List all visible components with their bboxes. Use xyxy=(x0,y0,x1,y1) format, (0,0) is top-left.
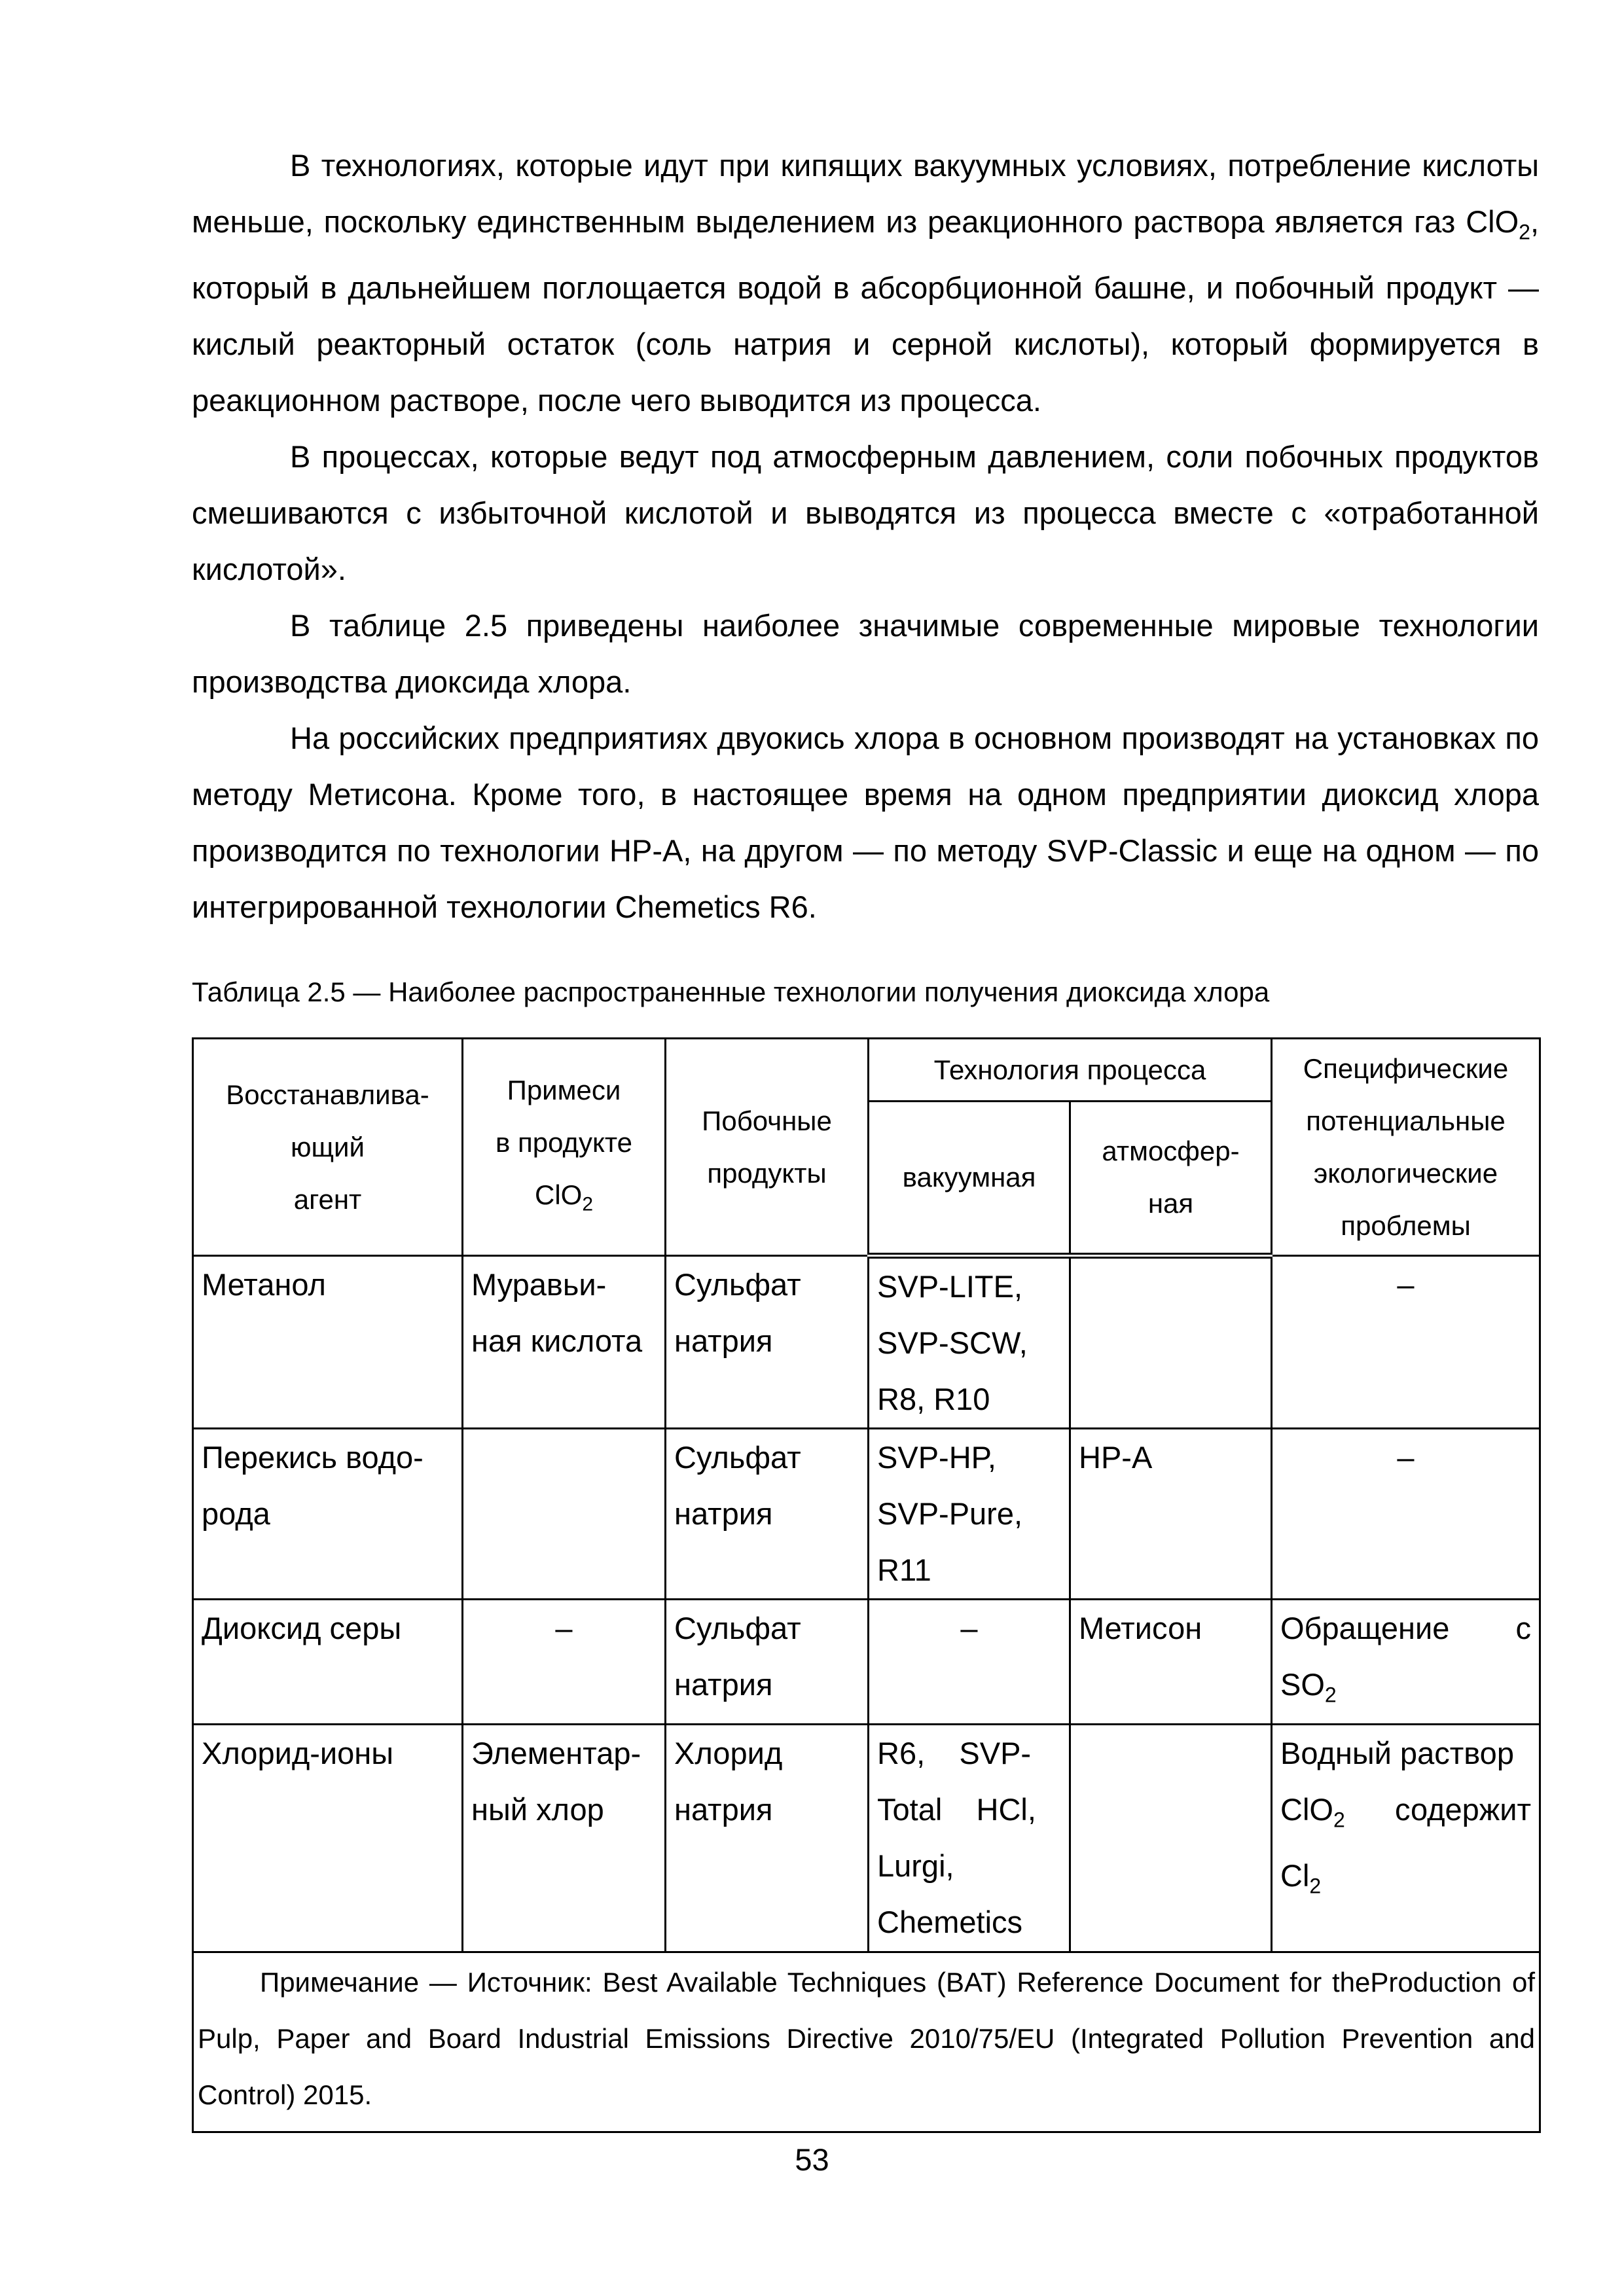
cell-atmospheric xyxy=(1070,1256,1272,1429)
header-impurities: Примеси в продукте ClO$_2$ xyxy=(463,1039,666,1256)
cell-vacuum xyxy=(869,1724,1070,1952)
paragraph-russian-enterprises: На российских предприятиях двуокись хлора в основном производят на установках по методу Метисона. Кроме того, в настоящее время на одном предприятии диоксид хлора производится по технологии НР-А, на другом — по методу SVP-Classic и еще на одном — по интегрированной технологии Chemetics R6. xyxy=(192,721,1539,925)
header-byproducts: Побочные продукты xyxy=(666,1039,869,1256)
table-caption: Таблица 2.5 — Наиболее распространенные технологии получения диоксида хлора xyxy=(192,977,1270,1008)
cell-eco xyxy=(1272,1600,1540,1724)
cell-byproducts: Сульфат натрия xyxy=(666,1256,869,1429)
cell-eco: – xyxy=(1272,1429,1540,1600)
cell-vacuum: SVP-HP, SVP-Pure, R11 xyxy=(869,1429,1070,1600)
cell-vacuum: – xyxy=(869,1600,1070,1724)
header-vacuum: вакуумная xyxy=(869,1102,1070,1256)
table-note: Примечание — Источник: Best Available Techniques (BAT) Reference Document for theProduction of Pulp, Paper and Board Industrial Emissions Directive 2010/75/EU (Integrated Pollution Prevention and Control) 2015. xyxy=(193,1952,1540,2132)
paragraph-atmospheric-processes: В процессах, которые ведут под атмосферным давлением, соли побочных продуктов смешиваются с избыточной кислотой и выводятся из процесса вместе с «отработанной кислотой». xyxy=(192,439,1539,587)
cell-impurities: Муравьи- ная кислота xyxy=(463,1256,666,1429)
eco-line: ClO$_2$ содержит xyxy=(1280,1791,1531,1832)
cell-impurities: Элементар- ный хлор xyxy=(463,1724,666,1952)
paragraph-vacuum-technologies: В технологиях, которые идут при кипящих вакуумных условиях, потребление кислоты меньше, поскольку единственным выделением из реакционного раствора является газ ClO$_2$, который в дальнейшем поглощается водой в абсорбционной башне, и побочный продукт — кислый реакторный остаток (соль натрия и серной кислоты), который формируется в реакционном растворе, после чего выводится из процесса. xyxy=(192,148,1539,418)
eco-line: $Cl_2$ xyxy=(1280,1858,1322,1898)
cell-vacuum: SVP-LITE, SVP-SCW, R8, R10 xyxy=(869,1256,1070,1429)
cell-agent: Диоксид серы xyxy=(193,1600,463,1724)
technologies-table xyxy=(192,1037,1541,2132)
cell-byproducts: Сульфат натрия xyxy=(666,1429,869,1600)
cell-atmospheric: Метисон xyxy=(1070,1600,1272,1724)
eco-line: Водный раствор xyxy=(1280,1735,1514,1770)
table-row xyxy=(193,1600,1540,1724)
header-reducing-agent: Восстанавлива- ющий агент xyxy=(193,1039,463,1256)
vacuum-line: Total HCl, xyxy=(877,1791,1036,1827)
header-process-technology: Технология процесса xyxy=(869,1039,1272,1102)
table-row xyxy=(193,1724,1540,1952)
header-eco-problems: Специфические потенциальные экологические проблемы xyxy=(1272,1039,1540,1256)
header-atmospheric: атмосфер- ная xyxy=(1070,1102,1272,1256)
cell-impurities: – xyxy=(463,1600,666,1724)
vacuum-line: R6, SVP- xyxy=(877,1735,1032,1770)
cell-byproducts: Хлорид натрия xyxy=(666,1724,869,1952)
vacuum-line: Chemetics xyxy=(877,1904,1023,1939)
page-number: 53 xyxy=(795,2142,829,2177)
cell-atmospheric: HP-A xyxy=(1070,1429,1272,1600)
cell-byproducts: Сульфат натрия xyxy=(666,1600,869,1724)
eco-line: $SO_2$ xyxy=(1280,1667,1337,1707)
page-content xyxy=(192,137,1539,2133)
cell-atmospheric xyxy=(1070,1724,1272,1952)
table-note-row xyxy=(193,1952,1540,2132)
paragraph-table-reference: В таблице 2.5 приведены наиболее значимые современные мировые технологии производства диоксида хлора. xyxy=(192,608,1539,700)
eco-line: Обращение с xyxy=(1280,1611,1531,1646)
table-row xyxy=(193,1256,1540,1429)
cell-impurities xyxy=(463,1429,666,1600)
table-row xyxy=(193,1429,1540,1600)
cell-agent: Метанол xyxy=(193,1256,463,1429)
cell-eco: – xyxy=(1272,1256,1540,1429)
cell-agent: Перекись водо- рода xyxy=(193,1429,463,1600)
cell-agent: Хлорид-ионы xyxy=(193,1724,463,1952)
vacuum-line: Lurgi, xyxy=(877,1848,954,1883)
cell-eco xyxy=(1272,1724,1540,1952)
